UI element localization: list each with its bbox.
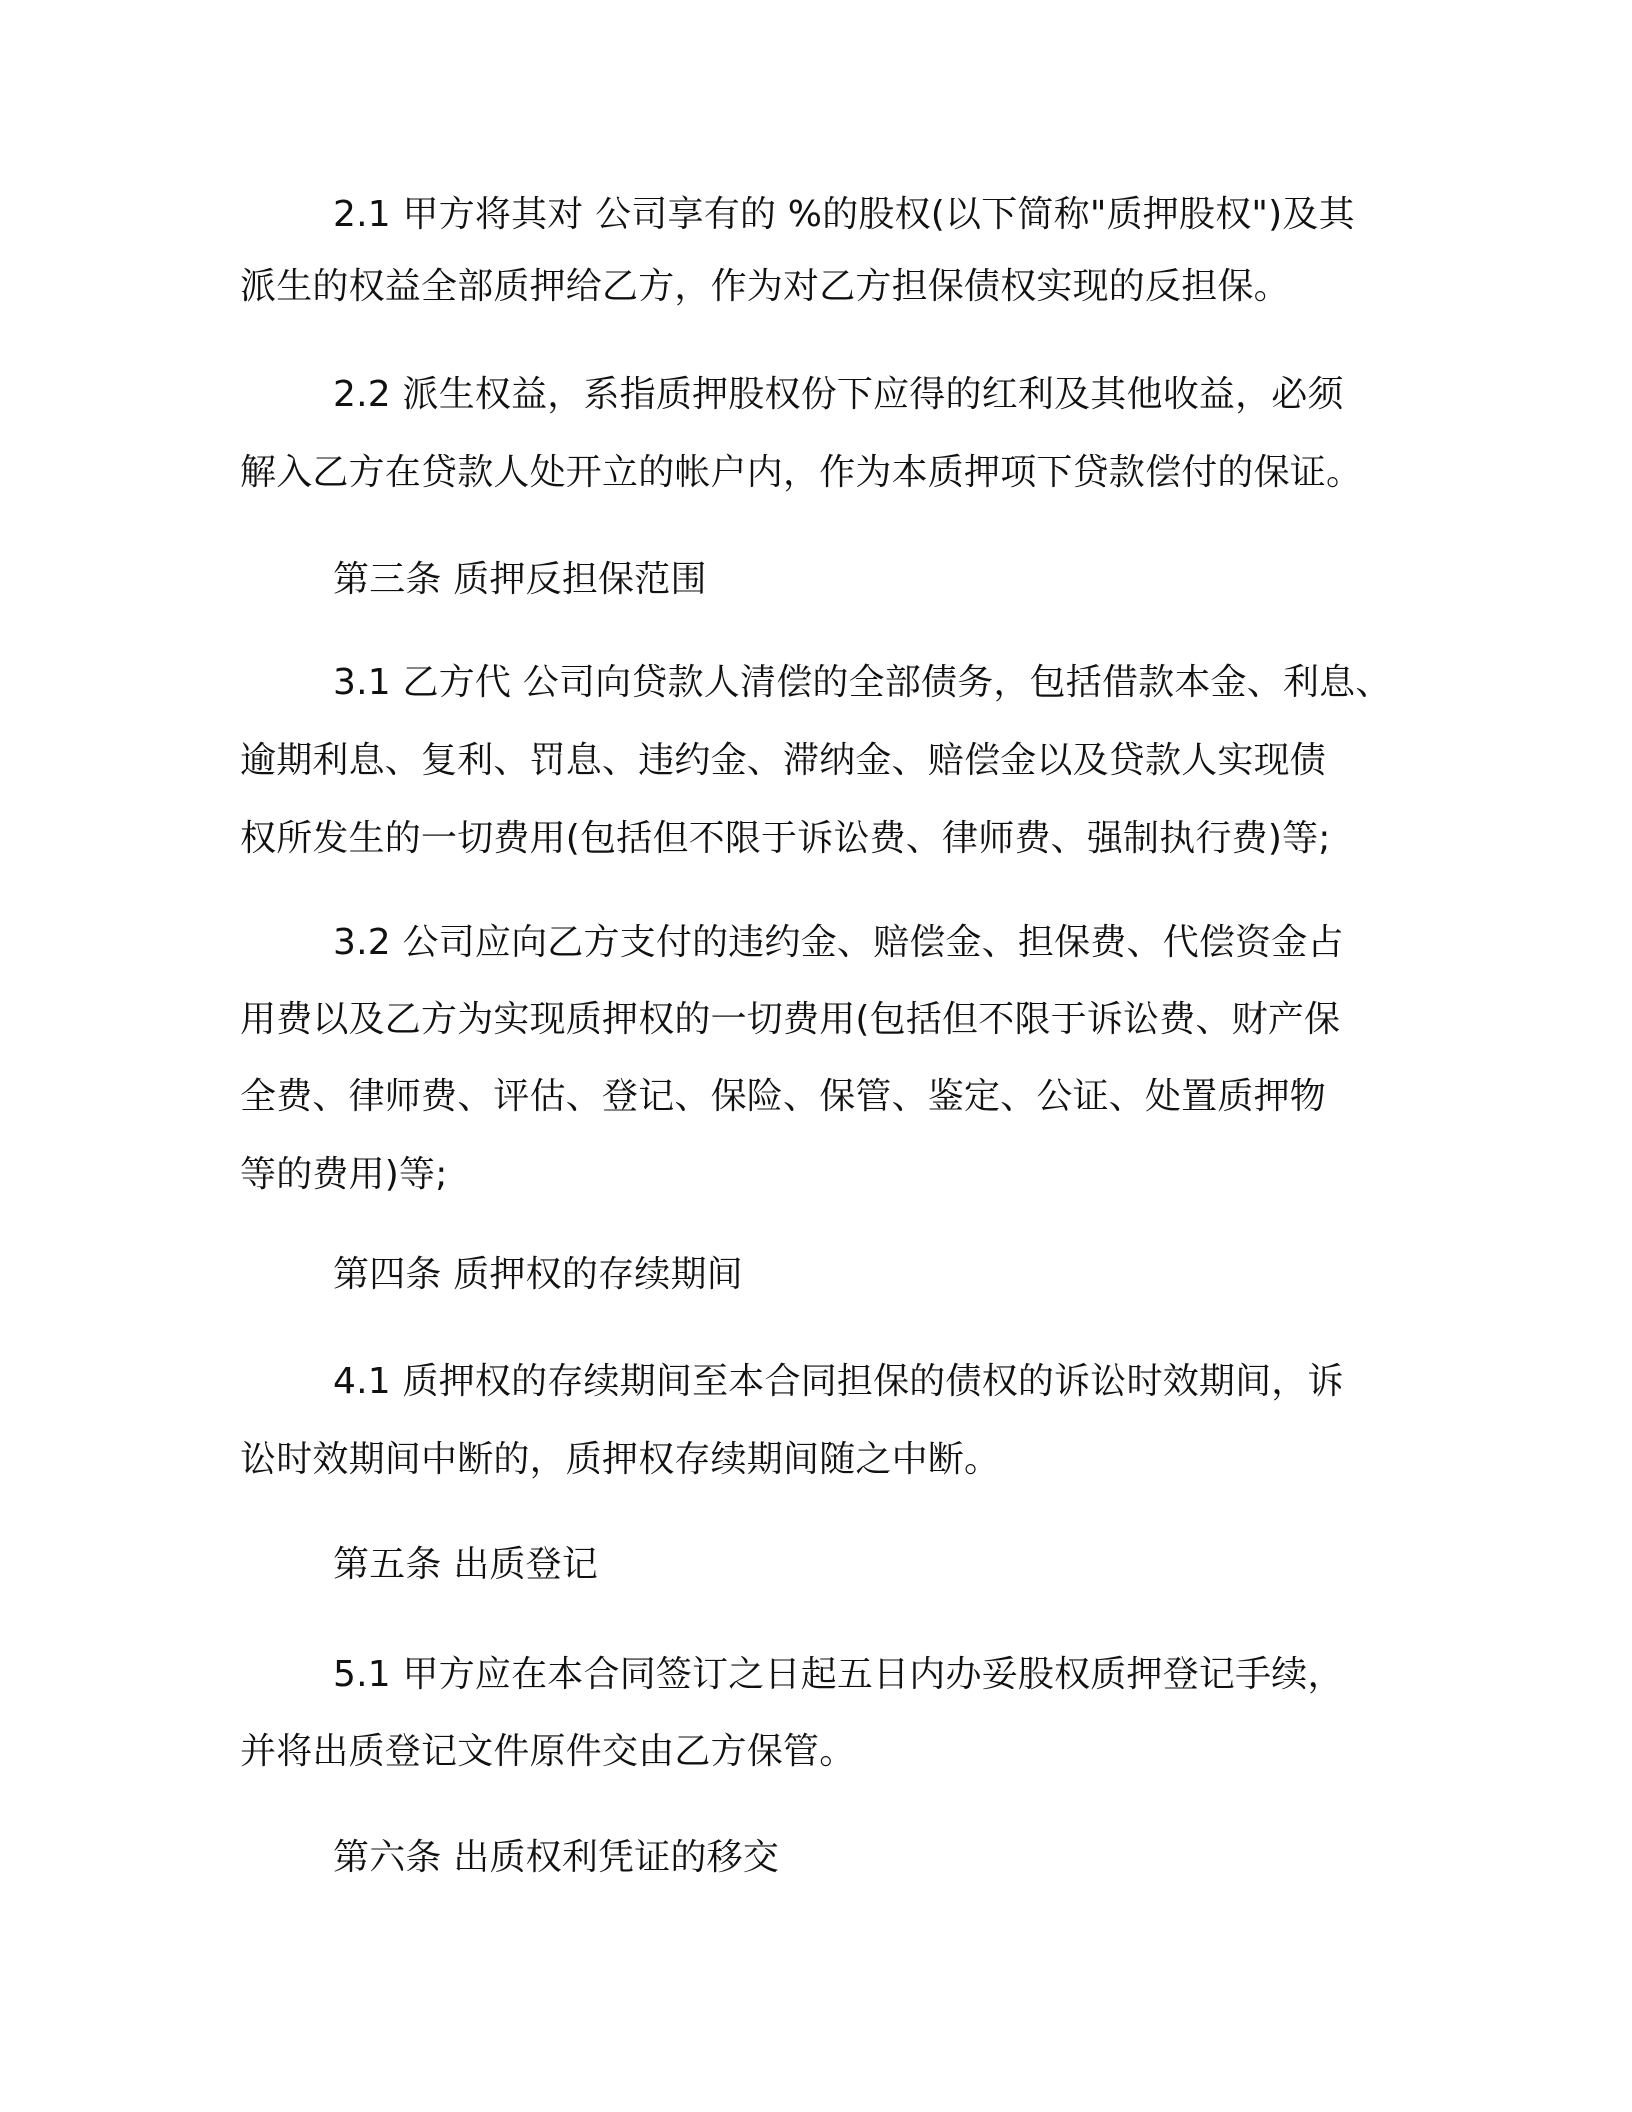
clause-5-1-line-2: 并将出质登记文件原件交由乙方保管。 bbox=[240, 1731, 856, 1772]
clause-4-1-line-1: 4.1 质押权的存续期间至本合同担保的债权的诉讼时效期间，诉 bbox=[333, 1361, 1344, 1402]
article-5-heading: 第五条 出质登记 bbox=[333, 1544, 599, 1585]
article-3-heading: 第三条 质押反担保范围 bbox=[333, 559, 707, 600]
clause-3-2-line-3: 全费、律师费、评估、登记、保险、保管、鉴定、公证、处置质押物 bbox=[240, 1076, 1327, 1117]
clause-3-1-line-2: 逾期利息、复利、罚息、违约金、滞纳金、赔偿金以及贷款人实现债 bbox=[240, 740, 1327, 781]
clause-3-2-line-4: 等的费用)等; bbox=[240, 1154, 448, 1195]
clause-4-1-line-2: 讼时效期间中断的，质押权存续期间随之中断。 bbox=[240, 1439, 1001, 1480]
clause-2-1-line-1: 2.1 甲方将其对 公司享有的 %的股权(以下简称"质押股权")及其 bbox=[333, 194, 1355, 235]
clause-5-1-line-1: 5.1 甲方应在本合同签订之日起五日内办妥股权质押登记手续， bbox=[333, 1654, 1344, 1695]
clause-3-1-line-3: 权所发生的一切费用(包括但不限于诉讼费、律师费、强制执行费)等; bbox=[240, 818, 1331, 859]
clause-3-2-line-1: 3.2 公司应向乙方支付的违约金、赔偿金、担保费、代偿资金占 bbox=[333, 922, 1344, 963]
clause-2-1-line-2: 派生的权益全部质押给乙方，作为对乙方担保债权实现的反担保。 bbox=[240, 266, 1290, 307]
article-6-heading: 第六条 出质权利凭证的移交 bbox=[333, 1837, 780, 1878]
clause-2-2-line-2: 解入乙方在贷款人处开立的帐户内，作为本质押项下贷款偿付的保证。 bbox=[240, 452, 1363, 493]
clause-2-2-line-1: 2.2 派生权益，系指质押股权份下应得的红利及其他收益，必须 bbox=[333, 374, 1344, 415]
article-4-heading: 第四条 质押权的存续期间 bbox=[333, 1254, 743, 1295]
clause-3-2-line-2: 用费以及乙方为实现质押权的一切费用(包括但不限于诉讼费、财产保 bbox=[240, 999, 1341, 1040]
clause-3-1-line-1: 3.1 乙方代 公司向贷款人清偿的全部债务，包括借款本金、利息、 bbox=[333, 662, 1392, 703]
